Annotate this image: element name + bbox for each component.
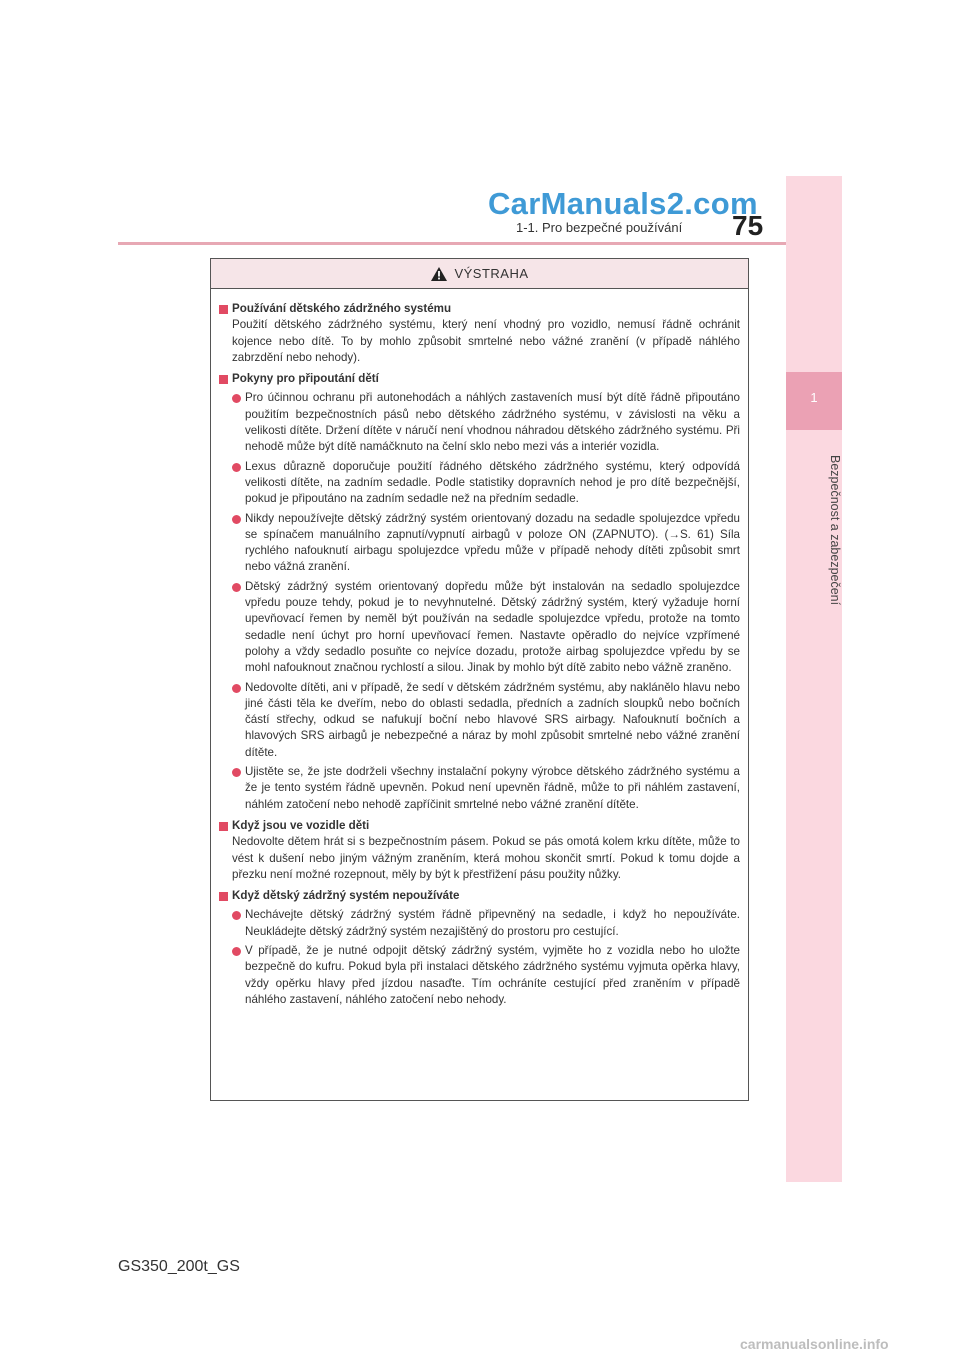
warning-box (210, 258, 749, 1101)
warning-title: VÝSTRAHA (454, 266, 529, 281)
list-item: Nechávejte dětský zádržný systém řádně připevněný na sedadle, i když ho nepoužíváte. Neukládejte dětský zádržný systém nezajištěný do prostoru pro cestující. (219, 907, 740, 940)
round-bullet-icon (232, 768, 241, 777)
chapter-title: Bezpečnost a zabezpečení (828, 454, 842, 606)
square-bullet-icon (219, 375, 228, 384)
round-bullet-icon (232, 583, 241, 592)
list-item: Nedovolte dítěti, ani v případě, že sedí v dětském zádržném systému, aby naklánělo hlavu nebo jiné části těla ke dveřím, nebo do oblasti sedadla, předních a zadních sloupků nebo bočních částí střechy, odkud se nafukují boční nebo hlavové SRS airbagy. Nafouknutí bočních a hlavových SRS airbagů je nebezpečné a náraz by mohl způsobit smrtelné nebo vážné zranění dítěte. (219, 680, 740, 761)
square-bullet-icon (219, 892, 228, 901)
section-heading: Používání dětského zádržného systému (219, 301, 740, 317)
warning-content (211, 289, 748, 1008)
round-bullet-icon (232, 684, 241, 693)
round-bullet-icon (232, 947, 241, 956)
site-watermark[interactable]: CarManuals2.com (488, 186, 758, 221)
round-bullet-icon (232, 911, 241, 920)
model-code: GS350_200t_GS (118, 1258, 240, 1275)
square-bullet-icon (219, 305, 228, 314)
round-bullet-icon (232, 515, 241, 524)
page-number: 75 (732, 210, 764, 241)
chapter-number: 1 (810, 390, 818, 405)
section-title: 1-1. Pro bezpečné používání (516, 220, 683, 235)
round-bullet-icon (232, 394, 241, 403)
warning-triangle-icon (430, 266, 448, 282)
round-bullet-icon (232, 463, 241, 472)
list-item: Pro účinnou ochranu při autonehodách a náhlých zastaveních musí být dítě řádně připoutáno použitím bezpečnostních pásů nebo dětského zádržného systému, v závislosti na věku a velikosti dítěte. Držení dítěte v náručí není vhodnou náhradou dětského zádržného systému. Při nehodě může být dítě namáčknuto na čelní sklo nebo mezi vás a interiér vozidla. (219, 390, 740, 455)
list-item: V případě, že je nutné odpojit dětský zádržný systém, vyjměte ho z vozidla nebo ho uložte bezpečně do kufru. Pokud byla při instalaci dětského zádržného systému vyjmuta opěrka hlavy, vždy opěrku hlavy před jízdou nasaďte. Tím ochráníte cestující před zraněním v případě náhlého zastavení, náhlého zatočení nebo nehody. (219, 943, 740, 1008)
bottom-watermark[interactable]: carmanualsonline.info (740, 1336, 889, 1352)
list-item: Nikdy nepoužívejte dětský zádržný systém orientovaný dozadu na sedadle spolujezdce vpředu se spínačem manuálního zapnutí/vypnutí airbagů v poloze ON (ZAPNUTO). (→S. 61) Síla rychlého nafouknutí airbagu spolujezdce vpředu může v případě nehody dítěti způsobit smrt nebo vážná zranění. (219, 511, 740, 576)
list-item: Dětský zádržný systém orientovaný dopředu může být instalován na sedadlo spolujezdce vpředu pouze tehdy, pokud je to nevyhnutelné. Dětský zádržný systém, který vyžaduje horní upevňovací řemen by neměl být používán na sedadle spolujezdce vpředu, protože na tomto sedadle není úchyt pro horní upevňovací řemen. Nastavte opěradlo do nejvíce vzpřímené polohy a vždy sedadlo posuňte co nejvíce dozadu, protože airbag spolujezdce vpředu by se mohl nafouknout značnou rychlostí a silou. Jinak by mohlo být dítě zabito nebo vážně zraněno. (219, 579, 740, 677)
section-heading: Když dětský zádržný systém nepoužíváte (219, 888, 740, 904)
header-rule (118, 242, 786, 245)
chapter-side-tab (786, 176, 842, 1182)
list-item: Lexus důrazně doporučuje použití řádného dětského zádržného systému, který odpovídá velikosti dítěte, na zadním sedadle. Podle statistiky dopravních nehod je pro dítě bezpečnější, pokud je připoutáno na zadním sedadle než na předním sedadle. (219, 459, 740, 508)
section-heading: Když jsou ve vozidle děti (219, 818, 740, 834)
square-bullet-icon (219, 822, 228, 831)
warning-header (211, 259, 748, 289)
section-paragraph: Použití dětského zádržného systému, který není vhodný pro vozidlo, nemusí řádně ochránit kojence nebo dítě. To by mohlo způsobit smrtelné nebo vážné zranění (v případě náhlého zabrzdění nebo nehody). (232, 318, 740, 364)
section-paragraph: Nedovolte dětem hrát si s bezpečnostním pásem. Pokud se pás omotá kolem krku dítěte, může to vést k dušení nebo jiným vážným zraněním, která mohou skončit smrtí. Pokud k tomu dojde a přezku není možné rozepnout, měly by být k přestřižení pásu použity nůžky. (232, 835, 740, 881)
list-item: Ujistěte se, že jste dodrželi všechny instalační pokyny výrobce dětského zádržného systému a že je tento systém řádně upevněn. Pokud není upevněn řádně, může to při náhlém zastavení, náhlém zatočení nebo nehodě zapříčinit smrtelné nebo vážné zranění dítěte. (219, 764, 740, 813)
section-heading: Pokyny pro připoutání dětí (219, 371, 740, 387)
